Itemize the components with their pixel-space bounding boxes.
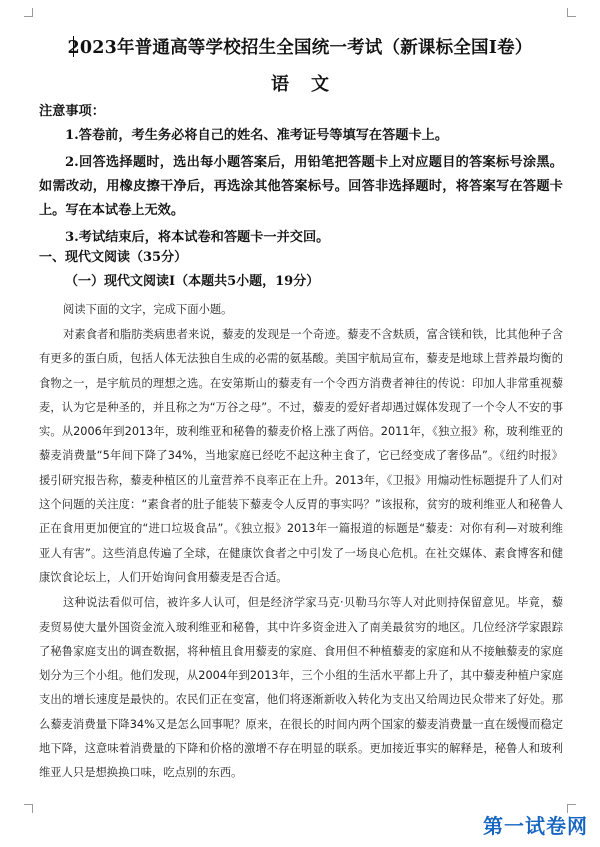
notes-block bbox=[39, 100, 563, 250]
passage-paragraph: 对素食者和脂肪类病患者来说，藜麦的发现是一个奇迹。藜麦不含麸质，富含镁和铁，比其他种子含有更多的蛋白质，包括人体无法独自生成的必需的氨基酸。美国宇航局宣布，藜麦是地球上营养最均衡的食物之一，是宇航员的理想之选。在安第斯山的藜麦有一个令西方消费者神往的传说：印加人非常重视藜麦，认为它是种圣的，并且称之为“万谷之母”。不过，藜麦的爱好者却遇过媒体发现了一个令人不安的事实。从2006年到2013年，玻利维亚和秘鲁的藜麦价格上涨了两倍。2011年，《独立报》称，玻利维亚的藜麦消费量“5年间下降了34%，当地家庭已经吃不起这种主食了，它已经变成了奢侈品”。《纽约时报》援引研究报告称，藜麦种植区的儿童营养不良率正在上升。2013年，《卫报》用煽动性标题提升了人们对这个问题的关注度：“素食者的肚子能装下藜麦令人反胃的事实吗？”该报称，贫穷的玻利维亚人和秘鲁人正在食用更加便宜的“进口垃圾食品”。《独立报》2013年一篇报道的标题是“藜麦：对你有利—对玻利维亚人有害”。这些消息传遍了全球，在健康饮食者之中引发了一场良心危机。在社交媒体、素食博客和健康饮食论坛上，人们开始询问食用藜麦是否合适。 bbox=[39, 328, 563, 584]
exam-title: 2023年普通高等学校招生全国统一考试（新课标全国Ⅰ卷） bbox=[67, 38, 533, 58]
notes-item: 3.考试结束后，将本试卷和答题卡一并交回。 bbox=[65, 230, 330, 245]
subject-title: 语文 bbox=[271, 74, 351, 95]
notes-item: 2.回答选择题时，选出每小题答案后，用铅笔把答题卡上对应题目的答案标号涂黑。如需改动，用橡皮擦干净后，再选涂其他答案标号。回答非选择题时，将答案写在答题卡上。写在本试卷上无效。 bbox=[39, 155, 563, 218]
passage-paragraph: 这种说法看似可信，被许多人认可，但是经济学家马克·贝勒马尔等人对此则持保留意见。毕竟，藜麦贸易使大量外国资金流入玻利维亚和秘鲁，其中许多资金进入了南美最贫穷的地区。几位经济学家跟踪了秘鲁家庭支出的调查数据，将种植且食用藜麦的家庭、食用但不种植藜麦的家庭和从不接触藜麦的家庭划分为三个小组。他们发现，从2004年到2013年，三个小组的生活水平都上升了，其中藜麦种植户家庭支出的增长速度是最快的。农民们正在变富，他们将逐渐新收入转化为支出又给周边民众带来了好处。那么藜麦消费量下降34%又是怎么回事呢？原来，在很长的时间内两个国家的藜麦消费量一直在缓慢而稳定地下降，这意味着消费量的下降和价格的激增不存在明显的联系。更加接近事实的解释是，秘鲁人和玻利维亚人只是想换换口味，吃点别的东西。 bbox=[39, 596, 563, 780]
page-corner-mark bbox=[24, 8, 33, 17]
reading-passage bbox=[39, 298, 563, 786]
page-corner-mark bbox=[567, 8, 576, 17]
reading-instruction: 阅读下面的文字，完成下面小题。 bbox=[63, 303, 233, 316]
notes-heading: 注意事项： bbox=[39, 104, 105, 119]
section-heading: 一、现代文阅读（35分） bbox=[39, 250, 188, 265]
page-corner-mark bbox=[24, 804, 33, 813]
watermark-logo: 第一试卷网 bbox=[483, 814, 588, 838]
subsection-heading: （一）现代文阅读Ⅰ（本题共5小题，19分） bbox=[65, 274, 320, 289]
notes-item: 1.答卷前，考生务必将自己的姓名、准考证号等填写在答题卡上。 bbox=[65, 128, 449, 143]
